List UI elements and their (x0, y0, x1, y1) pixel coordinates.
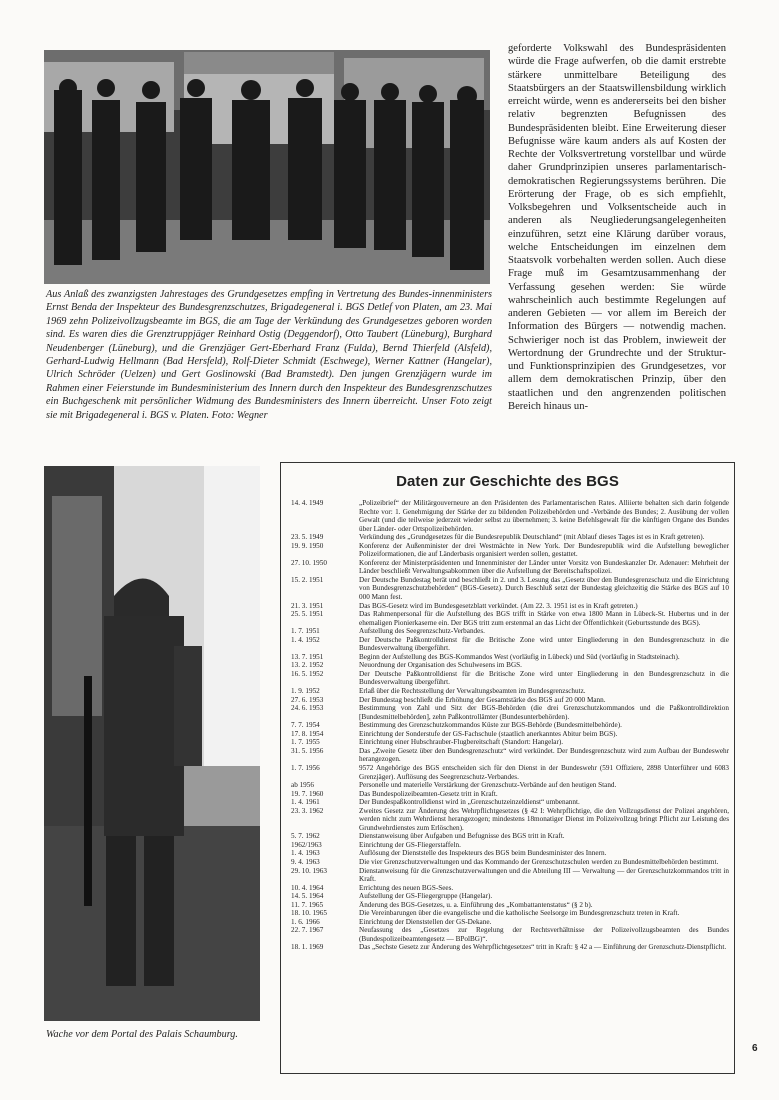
entry-text: Das BGS-Gesetz wird im Bundesgesetzblatt verkündet. (Am 22. 3. 1951 ist es in Kraft getreten.) (359, 601, 638, 610)
entry-text: Bestimmung von Zahl und Sitz der BGS-Behörden (die drei Grenzschutzkommandos und die Paßkontrolldirektion [Bundesmittelbehörden], zehn Paßkontrollämter (Bundesunterbehörden). (359, 704, 729, 721)
chronology-entry (289, 721, 729, 730)
entry-date: 27. 6. 1953 (291, 695, 324, 704)
entry-date: 1. 6. 1966 (291, 917, 320, 926)
entry-text: Der Bundestag beschließt die Erhöhung der Gesamtstärke des BGS auf 20 000 Mann. (359, 695, 606, 704)
entry-date: 1. 7. 1955 (291, 738, 320, 747)
entry-text: Verkündung des „Grundgesetzes für die Bundesrepublik Deutschland“ (mit Ablauf dieses Tages ist es in Kraft getreten). (359, 533, 705, 542)
chronology-entry (289, 926, 729, 943)
chronology-entry (289, 909, 729, 918)
entry-text: Auflösung der Dienststelle des Inspekteurs des BGS beim Bundesminister des Innern. (359, 849, 607, 858)
entry-text: Dienstanweisung für die Grenzschutzverwaltungen und die Abteilung III — Verwaltung — der Grenzschutzkommandos tritt in Kraft. (359, 866, 729, 884)
entry-text: Neufassung des „Gesetzes zur Regelung der Rechtsverhältnisse der Polizeivollzugsbeamten des Bundes (Bundespolizeibeamtengesetz — BPolBG)“. (359, 926, 729, 943)
chronology-entry (289, 807, 729, 833)
chronology-entry (289, 867, 729, 884)
entry-text: Die vier Grenzschutzverwaltungen und das Kommando der Grenzschutzschulen werden zu Bundesmittelbehörden bestimmt. (359, 857, 719, 866)
chronology-entry (289, 918, 729, 927)
entry-text: Das „Zweite Gesetz über den Bundesgrenzschutz“ wird verkündet. Der Bundesgrenzschutz wird zum Aufbau der Bundeswehr herangezogen. (359, 746, 729, 764)
entry-date: 16. 5. 1952 (291, 669, 324, 678)
entry-text: Aufstellung der GS-Fliegergruppe (Hangelar). (359, 892, 493, 901)
guard-photo-caption: Wache vor dem Portal des Palais Schaumburg. (46, 1029, 238, 1040)
entry-date: 13. 2. 1952 (291, 661, 324, 670)
entry-date: 14. 5. 1964 (291, 892, 324, 901)
entry-text: Konferenz der Außenminister der drei Westmächte in New York. Der Bundesrepublik wird die Aufstellung beweglicher Polizeiformationen, die auf Länderbasis organisiert werden sollen, gestattet. (359, 541, 729, 559)
ceremony-photo-drawing (44, 50, 490, 284)
entry-text: Aufstellung des Seegrenzschutz-Verbandes. (359, 627, 485, 636)
entry-text: Neuordnung der Organisation des Schulwesens im BGS. (359, 661, 522, 670)
entry-date: 22. 7. 1967 (291, 926, 324, 935)
guard-photo-drawing (44, 466, 260, 1021)
chronology-entry (289, 627, 729, 636)
article-paragraph: geforderte Volkswahl des Bundespräsidenten würde die Frage aufwerfen, ob die damit erstrebte stärkere unmittelbare Beteiligung des Staatsbürgers an der Staatswillensbildung wirklich erreicht würde, wenn es andererseits bei den bisher relativ begrenzten Befugnissen des Bundespräsidenten bleibt. Eine Erweiterung dieser Befugnisse wäre kaum anders als auf Kosten der Rechte der Volksvertretung vorstellbar und würde daher Grundprinzipien unseres parlamentarisch-demokratischen Regierungssystems berühren. Die Erörterung der Frage, ob es sich empfiehlt, Volksbegehren und Volksentscheide auch in anderen als Neugliederungsangelegenheiten einzuführen, setzt eine Klärung darüber voraus, welche Entscheidungen im einzelnen dem Staatsvolk vorbehalten werden sollen. Auch diese Frage muß im Gesamtzusammenhang der Verfassung gesehen werden: Sie würde wahrscheinlich auch bestimmte Regelungen auf anderen Gebieten — vor allem im Bereich der Information des Bürgers — notwendig machen. Schwieriger noch ist das Problem, inwieweit der Wertordnung der Grundrechte und der Struktur- und Funktionsprinzipien des Grundgesetzes, vor allem dem demokratischen Prinzip, über den staatlichen und den angrenzenden politischen Bereich hinaus un- (508, 43, 726, 412)
chronology-entry (289, 533, 729, 542)
entry-date: 1. 4. 1952 (291, 635, 320, 644)
entry-text: Die Vereinbarungen über die evangelische und die katholische Seelsorge im Bundesgrenzschutz treten in Kraft. (359, 909, 680, 918)
entry-date: 23. 3. 1962 (291, 806, 324, 815)
entry-date: 1. 4. 1963 (291, 849, 320, 858)
entry-date: 19. 7. 1960 (291, 789, 324, 798)
entry-text: „Polizeibrief“ der Militärgouverneure an den Präsidenten des Parlamentarischen Rates. Alliierte behalten sich darin folgende Rechte vor: 1. Genehmigung der Stärke der zu bildenden Polizeibehörden und -Verbände des Bundes; 2. Ausübung der vollen Gewalt (und die teilweise jederzeit wieder selbst zu übernehmen; 3. keine Befehlsgewalt für die künftigen Organe des Bundes über Länder- oder Ortspolizeibehörden. (359, 499, 729, 533)
entry-text: Der Deutsche Paßkontrolldienst für die Britische Zone wird unter Eingliederung in den Bundesgrenzschutz in die Bundesverwaltung übergeführt. (359, 669, 729, 687)
chronology-entry (289, 653, 729, 662)
entry-text: Das Bundespolizeibeamten-Gesetz tritt in Kraft. (359, 789, 498, 798)
entry-text: 9572 Angehörige des BGS entscheiden sich für den Dienst in der Bundeswehr (591 Offiziere, 2898 Unterführer und 6083 Grenzjäger). Auflösung des Seegrenzschutz-Verbandes. (359, 763, 729, 781)
chronology-entry (289, 747, 729, 764)
entry-date: 7. 7. 1954 (291, 721, 320, 730)
chronology-entry (289, 730, 729, 739)
chronology-entry (289, 559, 729, 576)
entry-date: 27. 10. 1950 (291, 558, 327, 567)
entry-date: 1. 9. 1952 (291, 687, 320, 696)
chronology-box (280, 462, 735, 1074)
entry-text: Das Rahmenpersonal für die Aufstellung des BGS trifft in Stärke von etwa 1800 Mann in Lübeck-St. Hubertus und in der ehemaligen Pionierkaserne ein. Der BGS tritt zum erstenmal an das Licht der Öffentlichkeit (Geburtsstunde des BGS). (359, 610, 729, 627)
entry-date: 13. 7. 1951 (291, 652, 324, 661)
chronology-entry (289, 696, 729, 705)
chronology-entry (289, 764, 729, 781)
entry-date: 1. 7. 1956 (291, 763, 320, 772)
ceremony-photo-caption: Aus Anlaß des zwanzigsten Jahrestages des Grundgesetzes empfing in Vertretung des Bundes-innenministers Ernst Benda der Inspekteur des Bundesgrenzschutzes, Brigadegeneral i. BGS Detlef von Platen, am 23. Mai 1969 zehn Polizeivollzugsbeamte im BGS, die am Tage der Verkündung des Grundgesetzes geboren worden sind. Es waren dies die Grenztruppjäger Reinhard Ostig (Deggendorf), Otto Taubert (Lüneburg), Burghard Neudenberger (Lüneburg), und die Grenzjäger Gert-Eberhard Franz (Fulda), Bernd Thierfeld (Alsfeld), Gerhard-Ludwig Hellmann (Bad Hersfeld), Rolf-Dieter Schmidt (Eschwege), Werner Kattner (Hangelar), Ulrich Schröder (Uelzen) und Gert Goslinowski (Bad Bramstedt). Den jungen Grenzjägern wurde im Rahmen einer Feierstunde im Bundesministerium des Innern durch den Inspekteur des Bundesgrenzschutzes ein Buchgeschenk mit persönlicher Widmung des Bundesministers des Innern überreicht. Unser Foto zeigt sie mit Brigadegeneral i. BGS v. Platen. Foto: Wegner (46, 289, 492, 421)
entry-text: Bestimmung des Grenzschutzkommandos Küste zur BGS-Behörde (Bundesmittelbehörde). (359, 721, 622, 730)
entry-date: 1. 4. 1961 (291, 798, 320, 807)
entry-date: 5. 7. 1962 (291, 832, 320, 841)
chronology-entry (289, 542, 729, 559)
chronology-entry (289, 704, 729, 721)
chronology-entry (289, 892, 729, 901)
entry-date: 24. 6. 1953 (291, 704, 324, 713)
entry-date: 18. 1. 1969 (291, 943, 324, 952)
chronology-entry (289, 832, 729, 841)
chronology-entry (289, 790, 729, 799)
entry-date: 10. 4. 1964 (291, 883, 324, 892)
entry-text: Das „Sechste Gesetz zur Änderung des Wehrpflichtgesetzes“ tritt in Kraft: § 42 a — Einführung der Grenzschutz-Dienstpflicht. (359, 943, 727, 952)
entry-date: 23. 5. 1949 (291, 533, 324, 542)
chronology-entry (289, 636, 729, 653)
entry-text: Einrichtung einer Hubschrauber-Flugbereitschaft (Standort: Hangelar). (359, 738, 564, 747)
ceremony-photo (44, 50, 490, 284)
entry-date: 15. 2. 1951 (291, 575, 324, 584)
chronology-entry (289, 670, 729, 687)
chronology-entry (289, 841, 729, 850)
chronology-entry (289, 661, 729, 670)
entry-date: 17. 8. 1954 (291, 729, 324, 738)
entry-date: 11. 7. 1965 (291, 900, 324, 909)
chronology-entry (289, 602, 729, 611)
entry-text: Konferenz der Ministerpräsidenten und Innenminister der Länder unter Vorsitz von Bundeskanzler Dr. Adenauer: Mehrheit der Länder beschließt Verwaltungsabkommen über die Aufstellung der Bereitschaftspolizei. (359, 558, 729, 576)
entry-text: Errichtung des neuen BGS-Sees. (359, 883, 454, 892)
chronology-entry (289, 781, 729, 790)
entry-text: Änderung des BGS-Gesetzes, u. a. Einführung des „Kombattantenstatus“ (§ 2 b). (359, 900, 593, 909)
chronology-entry (289, 901, 729, 910)
entry-text: Einrichtung der GS-Fliegerstaffeln. (359, 840, 461, 849)
entry-text: Beginn der Aufstellung des BGS-Kommandos West (vorläufig in Lübeck) und Süd (vorläufig in Stadtsteinach). (359, 652, 680, 661)
entry-date: 31. 5. 1956 (291, 746, 324, 755)
entry-date: 14. 4. 1949 (291, 499, 324, 507)
entry-text: Einrichtung der Sonderstufe der GS-Fachschule (staatlich anerkanntes Abitur beim BGS). (359, 729, 618, 738)
entry-text: Personelle und materielle Verstärkung der Grenzschutz-Verbände auf den heutigen Stand. (359, 781, 617, 790)
entry-text: Der Deutsche Bundestag berät und beschließt in 2. und 3. Lesung das „Gesetz über den Bundesgrenzschutz und die Einrichtung von Bundesgrenzschutzbehörden“ (BGS-Gesetz). Durch Beschluß setzt der Bundestag gleichzeitig die Stärke des BGS auf 10 000 Mann fest. (359, 575, 729, 602)
entry-text: Der Bundespaßkontrolldienst wird in „Grenzschutzeinzeldienst“ umbenannt. (359, 798, 580, 807)
chronology-entry (289, 798, 729, 807)
entry-text: Einrichtung der Dienststellen der GS-Dekane. (359, 917, 492, 926)
entry-date: 25. 5. 1951 (291, 610, 324, 619)
entry-date: 1962/1963 (291, 840, 322, 849)
chronology-entry (289, 738, 729, 747)
entry-date: 29. 10. 1963 (291, 866, 327, 875)
article-column (508, 42, 726, 413)
chronology-entry (289, 576, 729, 602)
page-number: 6 (752, 1043, 758, 1054)
chronology-entry (289, 610, 729, 627)
entry-text: Zweites Gesetz zur Änderung des Wehrpflichtgesetzes (§ 42 I: Wehrpflichtige, die den Vollzugsdienst der Polizei angehören, werden nicht zum Wehrdienst herangezogen; mindestens 18monatiger Dienst im Polizeivollzug bringt Pflicht zur Leistung des Grundwehrdienstes zum Erlöschen). (359, 806, 729, 832)
entry-date: 19. 9. 1950 (291, 541, 324, 550)
entry-date: 1. 7. 1951 (291, 627, 320, 636)
chronology-title: Daten zur Geschichte des BGS (396, 473, 619, 490)
guard-photo (44, 466, 260, 1021)
chronology-entry (289, 499, 729, 533)
chronology-entry (289, 849, 729, 858)
entry-text: Dienstanweisung über Aufgaben und Befugnisse des BGS tritt in Kraft. (359, 832, 565, 841)
entry-date: 18. 10. 1965 (291, 909, 327, 918)
chronology-entry (289, 858, 729, 867)
entry-date: 9. 4. 1963 (291, 857, 320, 866)
chronology-entry (289, 943, 729, 952)
entry-text: Der Deutsche Paßkontrolldienst für die Britische Zone wird unter Eingliederung in den Bundesgrenzschutz in die Bundesverwaltung übergeführt. (359, 635, 729, 653)
chronology-list (289, 499, 729, 952)
entry-date: 21. 3. 1951 (291, 601, 324, 610)
entry-text: Erlaß über die Rechtsstellung der Verwaltungsbeamten im Bundesgrenzschutz. (359, 687, 586, 696)
chronology-entry (289, 884, 729, 893)
chronology-entry (289, 687, 729, 696)
entry-date: ab 1956 (291, 781, 314, 790)
